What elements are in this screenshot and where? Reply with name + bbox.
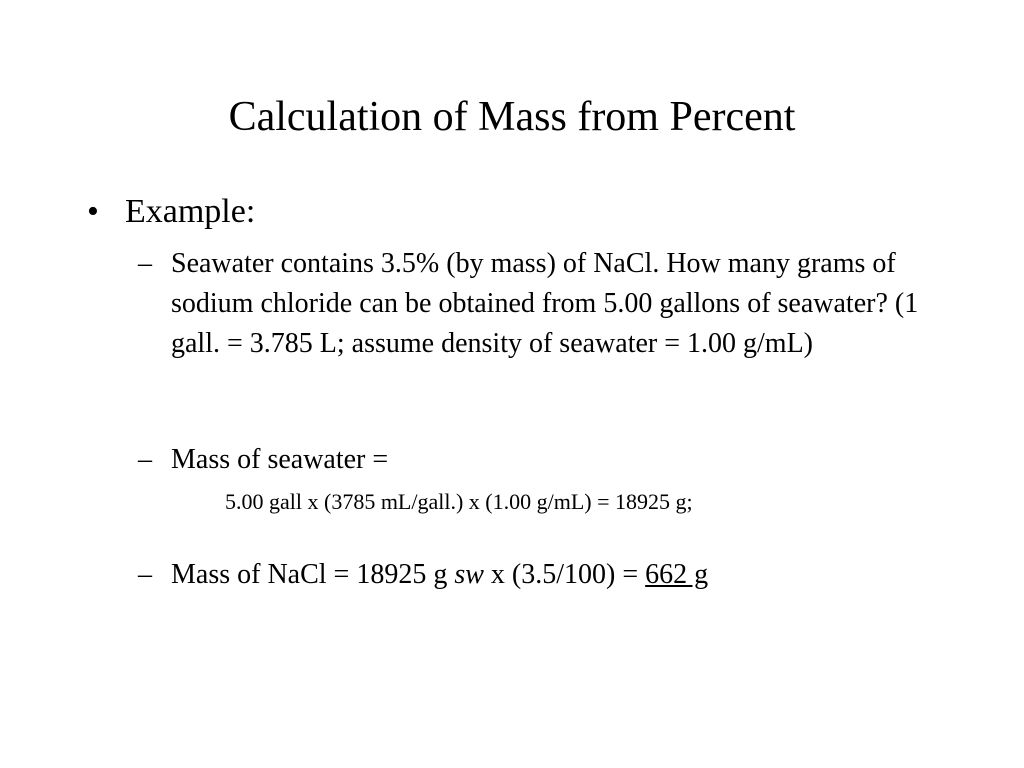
dash-mark: – <box>138 444 152 475</box>
sub-item-mass-seawater <box>138 440 938 480</box>
bullet-mark: • <box>87 193 99 230</box>
calculation-line: 5.00 gall x (3785 mL/gall.) x (1.00 g/mL) = 18925 g; <box>225 489 693 514</box>
sub-item-problem <box>138 244 938 364</box>
mass-nacl-italic: sw <box>454 559 484 590</box>
mass-nacl-line <box>171 555 931 595</box>
answer-value: 662 g <box>645 559 709 590</box>
problem-text: Seawater contains 3.5% (by mass) of NaCl. How many grams of sodium chloride can be obtained from 5.00 gallons of seawater? (1 gall. = 3.785 L; assume density of seawater = 1.00 g/mL) <box>171 248 919 359</box>
dash-mark: – <box>138 248 152 279</box>
bullet-example <box>87 191 255 233</box>
sub-item-mass-nacl <box>138 555 938 595</box>
bullet-label: Example: <box>125 193 256 230</box>
mass-seawater-label: Mass of seawater = <box>171 444 389 475</box>
mass-nacl-prefix: Mass of NaCl = 18925 g <box>171 559 455 590</box>
slide-title: Calculation of Mass from Percent <box>228 94 796 140</box>
mass-nacl-middle: x (3.5/100) = <box>483 559 646 590</box>
dash-mark: – <box>138 559 152 590</box>
